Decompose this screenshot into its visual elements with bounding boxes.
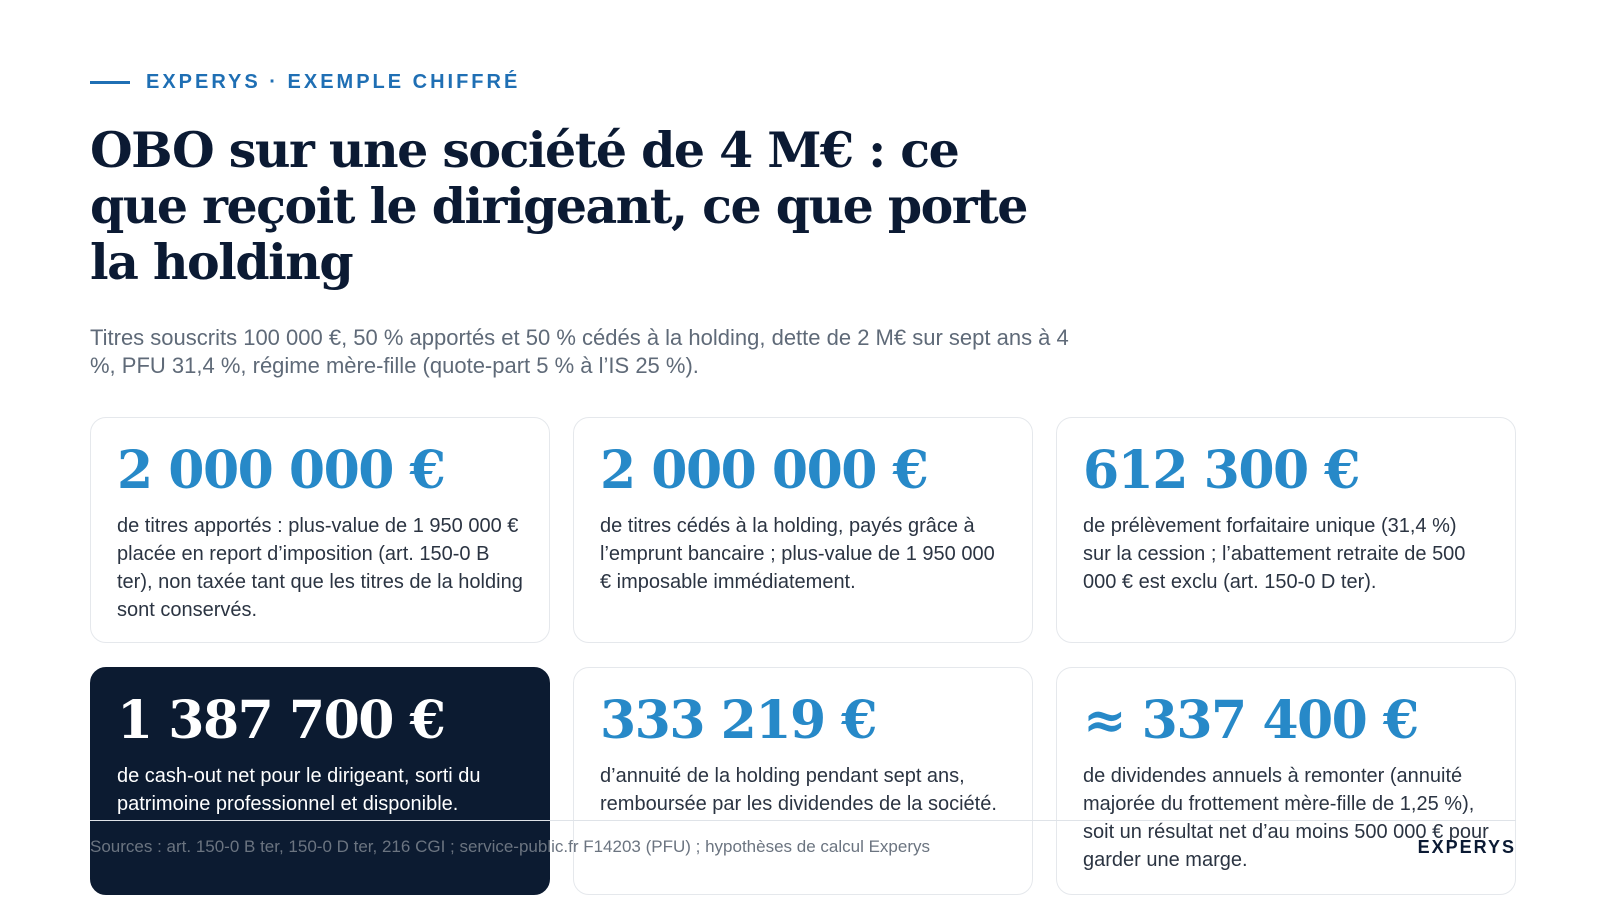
stat-card-cash-out [90,667,550,895]
stat-description: d’annuité de la holding pendant sept ans, remboursée par les dividendes de la société. [600,765,997,815]
stat-description: de cash-out net pour le dirigeant, sorti du patrimoine professionnel et disponible. [117,765,481,815]
stat-description: de prélèvement forfaitaire unique (31,4 %) sur la cession ; l’abattement retraite de 500 000 € est exclu (art. 150-0 D ter). [1083,515,1466,593]
stat-value: 1 387 700 € [117,690,445,751]
eyebrow [90,70,520,94]
eyebrow-text: EXPERYS · EXEMPLE CHIFFRÉ [146,71,521,93]
stat-value: 2 000 000 € [117,440,445,501]
stat-card-annuite [573,667,1033,895]
stat-value: 333 219 € [600,690,876,751]
footer-divider [90,820,1516,821]
stat-value: ≈ 337 400 € [1083,690,1418,751]
stat-description: de dividendes annuels à remonter (annuité majorée du frottement mère-fille de 1,25 %), soit un résultat net d’au moins 500 000 € pour garder une marge. [1083,765,1489,871]
footer-sources: Sources : art. 150-0 B ter, 150-0 D ter, 216 CGI ; service-public.fr F14203 (PFU) ; hypothèses de calcul Experys [90,837,930,856]
stat-value: 2 000 000 € [600,440,928,501]
stat-card-titres-cedes [573,417,1033,643]
stat-value: 612 300 € [1083,440,1359,501]
eyebrow-rule [90,81,130,84]
stat-card-pfu [1056,417,1516,643]
stat-description: de titres apportés : plus-value de 1 950 000 € placée en report d’imposition (art. 150-0 B ter), non taxée tant que les titres de la holding sont conservés. [117,515,523,621]
page-subtitle: Titres souscrits 100 000 €, 50 % apportés et 50 % cédés à la holding, dette de 2 M€ sur sept ans à 4 %, PFU 31,4 %, régime mère-fille (quote-part 5 % à l’IS 25 %). [90,325,1069,378]
stat-card-titres-apportes [90,417,550,643]
footer-brand-logo: EXPERYS [1417,837,1516,857]
stat-description: de titres cédés à la holding, payés grâce à l’emprunt bancaire ; plus-value de 1 950 000 € imposable immédiatement. [600,515,995,593]
page-title: OBO sur une société de 4 M€ : ce que reçoit le dirigeant, ce que porte la holding [90,121,1027,291]
stat-card-dividendes [1056,667,1516,895]
